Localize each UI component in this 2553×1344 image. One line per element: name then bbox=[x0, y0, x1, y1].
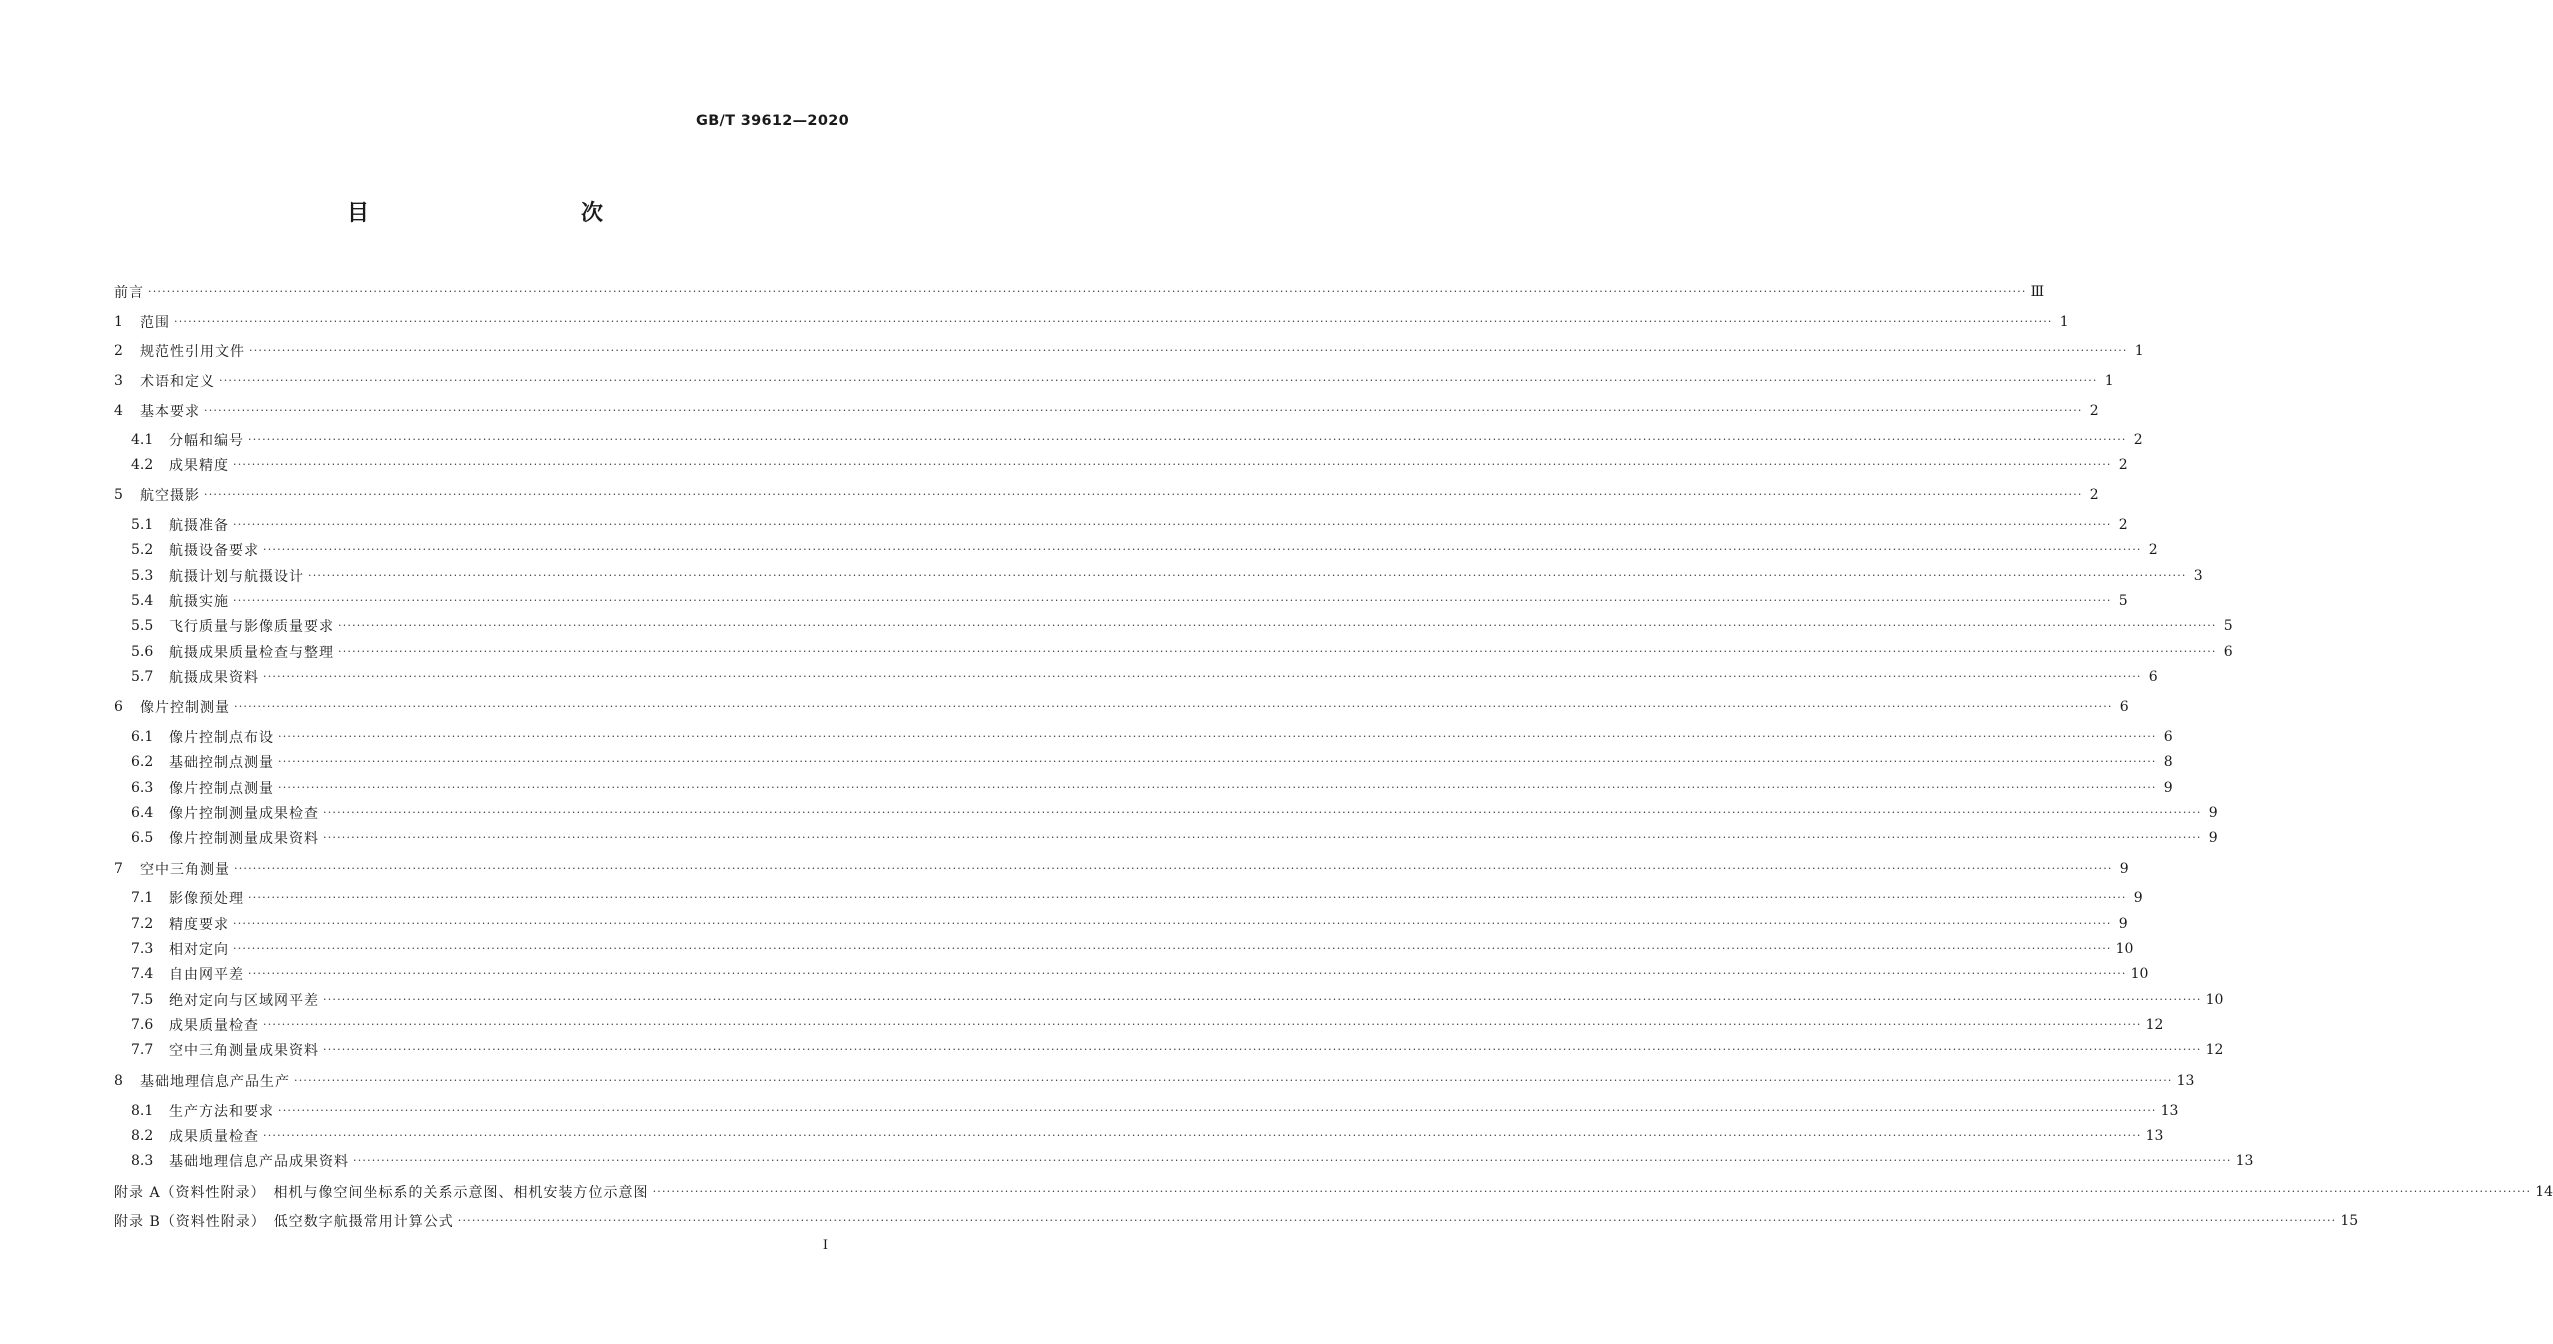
toc-entry-label: 像片控制测量 bbox=[140, 700, 230, 716]
toc-entry-number: 5.1 bbox=[131, 517, 154, 533]
dot-leader: ················································································································································································································································································································································································································ bbox=[263, 1018, 2142, 1031]
toc-entry[interactable] bbox=[114, 370, 2114, 392]
toc-entry[interactable] bbox=[131, 751, 2173, 773]
toc-entry-page: 9 bbox=[2118, 916, 2128, 932]
dot-leader: ················································································································································································································································································································································································································ bbox=[234, 700, 2113, 713]
toc-entry[interactable] bbox=[131, 989, 2224, 1011]
toc-entry[interactable] bbox=[114, 400, 2099, 422]
toc-entry[interactable] bbox=[131, 590, 2128, 612]
toc-entry-label: 规范性引用文件 bbox=[140, 344, 245, 360]
toc-entry-page: 9 bbox=[2163, 780, 2173, 796]
toc-entry[interactable] bbox=[131, 777, 2173, 799]
toc-entry-label: 基础地理信息产品生产 bbox=[140, 1074, 290, 1090]
toc-entry-label: 航摄成果质量检查与整理 bbox=[169, 645, 334, 661]
toc-entry[interactable] bbox=[114, 484, 2099, 506]
toc-entry-page: 13 bbox=[2160, 1103, 2179, 1119]
toc-entry-label: 像片控制点测量 bbox=[169, 781, 274, 797]
toc-entry[interactable] bbox=[131, 827, 2218, 849]
dot-leader: ················································································································································································································································································································································································································ bbox=[323, 993, 2202, 1006]
toc-entry-number: 8.1 bbox=[131, 1103, 154, 1119]
toc-entry[interactable] bbox=[131, 514, 2128, 536]
toc-entry-page: 8 bbox=[2163, 754, 2173, 770]
toc-entry[interactable] bbox=[131, 1014, 2164, 1036]
dot-leader: ················································································································································································································································································································································································································ bbox=[323, 1043, 2202, 1056]
dot-leader: ················································································································································································································································································································································································································ bbox=[248, 433, 2127, 446]
toc-entry[interactable] bbox=[131, 802, 2218, 824]
toc-entry-page: Ⅲ bbox=[2030, 284, 2045, 300]
toc-entry-page: 10 bbox=[2205, 992, 2224, 1008]
toc-entry-label: 附录 B（资料性附录） 低空数字航摄常用计算公式 bbox=[114, 1214, 454, 1230]
toc-entry-label: 航摄成果资料 bbox=[169, 670, 259, 686]
toc-entry[interactable] bbox=[131, 1039, 2224, 1061]
toc-entry-number: 6 bbox=[114, 699, 123, 715]
dot-leader: ················································································································································································································································································································································································································ bbox=[323, 806, 2202, 819]
toc-entry-number: 7.2 bbox=[131, 916, 154, 932]
dot-leader: ················································································································································································································································································································································································································ bbox=[353, 1154, 2232, 1167]
toc-entry-label: 成果质量检查 bbox=[169, 1018, 259, 1034]
toc-entry[interactable] bbox=[131, 539, 2158, 561]
toc-entry-label: 基本要求 bbox=[140, 404, 200, 420]
dot-leader: ················································································································································································································································································································································································································ bbox=[234, 862, 2113, 875]
toc-entry-page: 6 bbox=[2163, 729, 2173, 745]
toc-entry-label: 成果质量检查 bbox=[169, 1129, 259, 1145]
toc-entry-page: 9 bbox=[2119, 861, 2129, 877]
toc-entry-page: 2 bbox=[2118, 517, 2128, 533]
toc-entry[interactable] bbox=[131, 641, 2233, 663]
toc-entry[interactable] bbox=[131, 454, 2128, 476]
toc-entry-label: 相对定向 bbox=[169, 942, 229, 958]
toc-entry-label: 基础地理信息产品成果资料 bbox=[169, 1154, 349, 1170]
toc-entry-number: 5.6 bbox=[131, 644, 154, 660]
toc-entry[interactable] bbox=[131, 1150, 2254, 1172]
toc-entry[interactable] bbox=[114, 1070, 2195, 1092]
toc-entry-label: 航空摄影 bbox=[140, 488, 200, 504]
toc-entry-label: 附录 A（资料性附录） 相机与像空间坐标系的关系示意图、相机安装方位示意图 bbox=[114, 1185, 649, 1201]
toc-entry-label: 飞行质量与影像质量要求 bbox=[169, 619, 334, 635]
dot-leader: ················································································································································································································································································································································································································ bbox=[249, 344, 2128, 357]
toc-entry-page: 1 bbox=[2059, 314, 2069, 330]
toc-entry-page: 12 bbox=[2205, 1042, 2224, 1058]
dot-leader: ················································································································································································································································································································································································································ bbox=[219, 374, 2098, 387]
toc-entry-label: 精度要求 bbox=[169, 917, 229, 933]
toc-entry-page: 2 bbox=[2089, 403, 2099, 419]
toc-entry[interactable] bbox=[131, 726, 2173, 748]
dot-leader: ················································································································································································································································································································································································································ bbox=[338, 619, 2217, 632]
toc-entry-label: 分幅和编号 bbox=[169, 433, 244, 449]
toc-entry-label: 术语和定义 bbox=[140, 374, 215, 390]
toc-entry[interactable] bbox=[131, 887, 2143, 909]
toc-entry-number: 7.5 bbox=[131, 992, 154, 1008]
toc-entry-number: 7.3 bbox=[131, 941, 154, 957]
dot-leader: ················································································································································································································································································································································································································ bbox=[278, 730, 2157, 743]
toc-entry-number: 4.1 bbox=[131, 432, 154, 448]
toc-entry-page: 5 bbox=[2223, 618, 2233, 634]
toc-entry-number: 6.5 bbox=[131, 830, 154, 846]
toc-entry-label: 生产方法和要求 bbox=[169, 1104, 274, 1120]
dot-leader: ················································································································································································································································································································································································································ bbox=[338, 645, 2217, 658]
toc-entry-number: 8 bbox=[114, 1073, 123, 1089]
dot-leader: ················································································································································································································································································································································································································ bbox=[233, 917, 2112, 930]
dot-leader: ················································································································································································································································································································································································································ bbox=[248, 967, 2127, 980]
toc-entry-number: 5 bbox=[114, 487, 123, 503]
toc-entry-label: 航摄设备要求 bbox=[169, 543, 259, 559]
toc-entry-number: 4.2 bbox=[131, 457, 154, 473]
dot-leader: ················································································································································································································································································································································································································ bbox=[323, 831, 2202, 844]
toc-entry-page: 2 bbox=[2148, 542, 2158, 558]
toc-entry-number: 8.2 bbox=[131, 1128, 154, 1144]
dot-leader: ················································································································································································································································································································································································································ bbox=[233, 518, 2112, 531]
toc-entry-label: 影像预处理 bbox=[169, 891, 244, 907]
dot-leader: ················································································································································································································································································································································································································ bbox=[263, 1129, 2142, 1142]
toc-entry[interactable] bbox=[131, 1125, 2164, 1147]
toc-entry-page: 14 bbox=[2535, 1184, 2553, 1200]
dot-leader: ················································································································································································································································································································································································································ bbox=[248, 891, 2127, 904]
toc-entry-page: 6 bbox=[2148, 669, 2158, 685]
toc-entry-page: 3 bbox=[2193, 568, 2203, 584]
toc-entry-label: 航摄实施 bbox=[169, 594, 229, 610]
toc-entry[interactable] bbox=[114, 1210, 2359, 1232]
toc-entry[interactable] bbox=[114, 858, 2129, 880]
toc-entry-label: 空中三角测量 bbox=[140, 862, 230, 878]
toc-entry[interactable] bbox=[114, 1181, 2553, 1203]
toc-entry-page: 12 bbox=[2145, 1017, 2164, 1033]
dot-leader: ················································································································································································································································································································································································································ bbox=[308, 569, 2187, 582]
toc-entry-page: 2 bbox=[2089, 487, 2099, 503]
toc-entry-page: 5 bbox=[2118, 593, 2128, 609]
dot-leader: ················································································································································································································································································································································································································ bbox=[457, 1214, 2337, 1227]
dot-leader: ················································································································································································································································································································································································································ bbox=[174, 315, 2053, 328]
dot-leader: ················································································································································································································································································································································································································ bbox=[148, 285, 2027, 298]
dot-leader: ················································································································································································································································································································································································································ bbox=[233, 594, 2112, 607]
dot-leader: ················································································································································································································································································································································································································ bbox=[278, 755, 2157, 768]
page-number: I bbox=[822, 1238, 828, 1253]
dot-leader: ················································································································································································································································································································································································································ bbox=[233, 942, 2112, 955]
toc-entry-page: 2 bbox=[2118, 457, 2128, 473]
toc-entry-number: 6.4 bbox=[131, 805, 154, 821]
toc-entry[interactable] bbox=[114, 696, 2129, 718]
toc-entry-number: 5.4 bbox=[131, 593, 154, 609]
toc-entry-label: 绝对定向与区域网平差 bbox=[169, 993, 319, 1009]
toc-entry-label: 前言 bbox=[114, 285, 144, 301]
toc-entry-label: 航摄准备 bbox=[169, 518, 229, 534]
toc-entry-label: 像片控制测量成果资料 bbox=[169, 831, 319, 847]
toc-entry-page: 10 bbox=[2115, 941, 2134, 957]
toc-entry-page: 15 bbox=[2340, 1213, 2359, 1229]
dot-leader: ················································································································································································································································································································································································································ bbox=[294, 1074, 2173, 1087]
toc-entry[interactable] bbox=[131, 429, 2143, 451]
toc-entry[interactable] bbox=[114, 281, 2045, 303]
toc-entry-number: 5.5 bbox=[131, 618, 154, 634]
toc-entry-number: 7 bbox=[114, 861, 123, 877]
dot-leader: ················································································································································································································································································································································································································ bbox=[278, 781, 2157, 794]
dot-leader: ················································································································································································································································································································································································································ bbox=[204, 488, 2083, 501]
toc-entry-number: 3 bbox=[114, 373, 123, 389]
toc-entry-page: 2 bbox=[2133, 432, 2143, 448]
toc-entry-number: 7.4 bbox=[131, 966, 154, 982]
toc-entry[interactable] bbox=[131, 938, 2134, 960]
toc-entry-label: 空中三角测量成果资料 bbox=[169, 1043, 319, 1059]
toc-entry-label: 像片控制点布设 bbox=[169, 730, 274, 746]
toc-entry-label: 基础控制点测量 bbox=[169, 755, 274, 771]
toc-entry-label: 像片控制测量成果检查 bbox=[169, 806, 319, 822]
page-title: 目 次 bbox=[346, 201, 659, 226]
toc-entry-number: 6.1 bbox=[131, 729, 154, 745]
standard-code: GB/T 39612—2020 bbox=[696, 113, 849, 129]
toc-entry-number: 7.6 bbox=[131, 1017, 154, 1033]
toc-entry-number: 5.3 bbox=[131, 568, 154, 584]
toc-entry-number: 2 bbox=[114, 343, 123, 359]
dot-leader: ················································································································································································································································································································································································································ bbox=[652, 1185, 2532, 1198]
toc-entry[interactable] bbox=[131, 666, 2158, 688]
toc-entry-page: 1 bbox=[2104, 373, 2114, 389]
toc-entry-number: 6.3 bbox=[131, 780, 154, 796]
toc-entry-label: 范围 bbox=[140, 315, 170, 331]
toc-entry-number: 5.2 bbox=[131, 542, 154, 558]
toc-entry-number: 8.3 bbox=[131, 1153, 154, 1169]
toc-entry-page: 13 bbox=[2176, 1073, 2195, 1089]
dot-leader: ················································································································································································································································································································································································································ bbox=[263, 670, 2142, 683]
toc-entry-page: 6 bbox=[2223, 644, 2233, 660]
toc-entry-label: 自由网平差 bbox=[169, 967, 244, 983]
toc-entry-page: 9 bbox=[2133, 890, 2143, 906]
toc-entry[interactable] bbox=[131, 565, 2203, 587]
dot-leader: ················································································································································································································································································································································································································ bbox=[278, 1104, 2157, 1117]
toc-entry-number: 1 bbox=[114, 314, 123, 330]
toc-entry[interactable] bbox=[131, 963, 2149, 985]
toc-entry-page: 13 bbox=[2235, 1153, 2254, 1169]
toc-entry-page: 6 bbox=[2119, 699, 2129, 715]
toc-entry[interactable] bbox=[131, 913, 2128, 935]
toc-entry-number: 7.1 bbox=[131, 890, 154, 906]
toc-entry[interactable] bbox=[131, 615, 2233, 637]
toc-entry-number: 4 bbox=[114, 403, 123, 419]
toc-entry-page: 9 bbox=[2208, 830, 2218, 846]
toc-entry-page: 1 bbox=[2134, 343, 2144, 359]
toc-entry[interactable] bbox=[131, 1100, 2179, 1122]
toc-entry-page: 13 bbox=[2145, 1128, 2164, 1144]
toc-entry[interactable] bbox=[114, 311, 2069, 333]
toc-entry-page: 10 bbox=[2130, 966, 2149, 982]
toc-entry-label: 成果精度 bbox=[169, 458, 229, 474]
dot-leader: ················································································································································································································································································································································································································ bbox=[263, 543, 2142, 556]
toc-entry[interactable] bbox=[114, 340, 2144, 362]
toc-entry-label: 航摄计划与航摄设计 bbox=[169, 569, 304, 585]
toc-entry-number: 6.2 bbox=[131, 754, 154, 770]
toc-entry-number: 5.7 bbox=[131, 669, 154, 685]
toc-entry-number: 7.7 bbox=[131, 1042, 154, 1058]
dot-leader: ················································································································································································································································································································································································································ bbox=[204, 404, 2083, 417]
toc-entry-page: 9 bbox=[2208, 805, 2218, 821]
dot-leader: ················································································································································································································································································································································································································ bbox=[233, 458, 2112, 471]
